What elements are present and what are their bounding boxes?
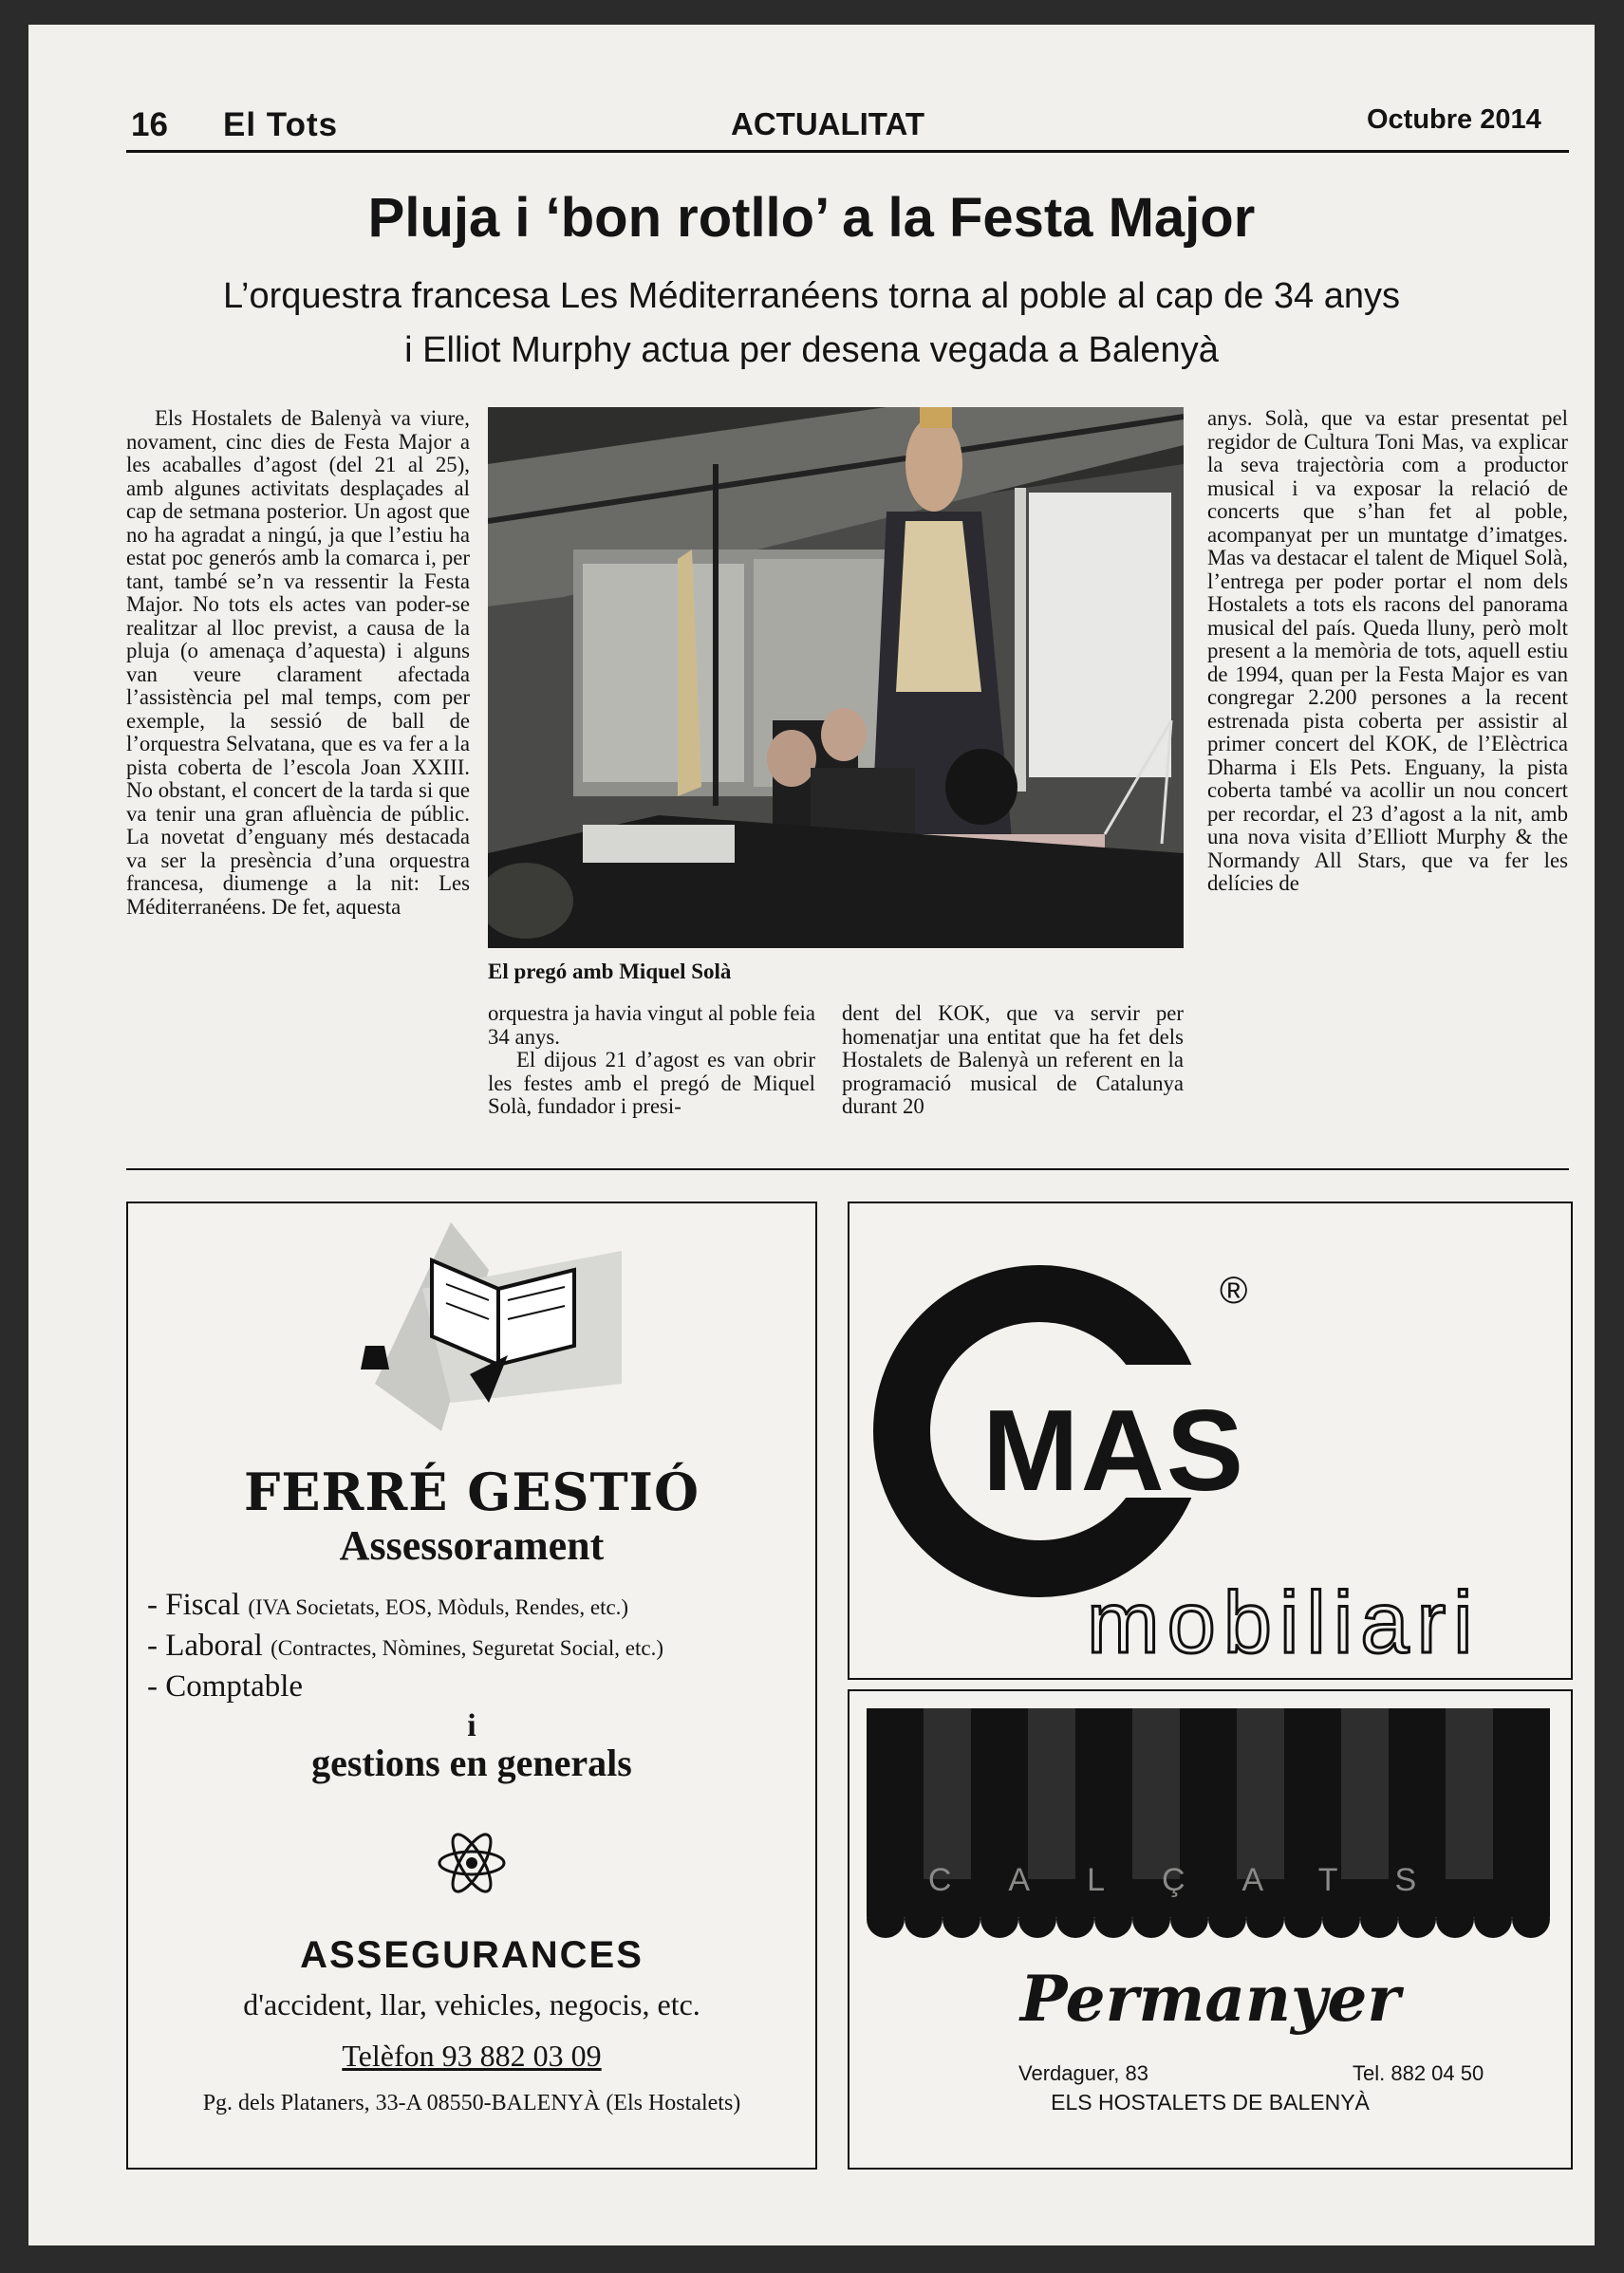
paragraph: anys. Solà, que va estar presentat pel regidor de Cultura Toni Mas, va explicar la seva trajectòria com a productor musical i va exposar la relació de concerts que s’han fet al poble, acompanyat per un muntatge d’imatges. Mas va destacar el talent de Miquel Solà, l’entrega per poder portar el nom dels Hostalets a tots els racons del panorama musical del país. Queda lluny, però molt present a la memòria de tots, aquell estiu de 1994, quan per la Festa Major es van congregar 2.200 persones a la recent estrenada pista coberta per assistir al primer concert del KOK, de l’Elèctrica Dharma i Els Pets. Enguany, la pista coberta també va acollir un nou concert per recordar, el 23 d’agost a la nit, amb una nova visita d’Elliott Murphy & the Normandy All Stars, que va fer les delícies de — [1207, 406, 1568, 895]
article-subhead-line1: L’orquestra francesa Les Méditerranéens torna al poble al cap de 34 anys — [222, 276, 1400, 316]
ferre-subtitle: Assessorament — [339, 1522, 605, 1569]
ferre-conjunction: i — [467, 1708, 476, 1743]
permanyer-name: Permanyer — [1019, 1962, 1401, 2036]
article-column-3 — [842, 1002, 1184, 1119]
ferre-address: Pg. dels Plataners, 33-A 08550-BALENYÀ (Els Hostalets) — [202, 2091, 741, 2115]
paragraph: orquestra ja havia vingut al poble feia 34 anys. — [488, 1001, 815, 1049]
ferre-phone: Telèfon 93 882 03 09 — [342, 2039, 602, 2073]
atom-icon — [434, 1820, 510, 1906]
publication-name: El Tots — [223, 106, 339, 143]
service-laboral: - Laboral (Contractes, Nòmines, Seguretat Social, etc.) — [147, 1629, 663, 1663]
article-subhead-line2: i Elliot Murphy actua per desena vegada a Balenyà — [404, 330, 1219, 370]
paragraph: El dijous 21 d’agost es van obrir les festes amb el pregó de Miquel Solà, fundador i presi- — [488, 1048, 815, 1118]
newspaper-page — [28, 25, 1595, 2245]
section-rule — [126, 1168, 1569, 1170]
service-comptable: - Comptable — [147, 1669, 304, 1704]
mas-mobiliari-ad — [848, 1202, 1573, 1680]
article-headline: Pluja i ‘bon rotllo’ a la Festa Major — [367, 187, 1256, 249]
article-column-1 — [126, 407, 470, 919]
mas-brand: MAS — [982, 1386, 1246, 1515]
issue-date: Octubre 2014 — [1367, 104, 1541, 135]
ferre-gestions: gestions en generals — [311, 1742, 632, 1784]
page-number: 16 — [131, 106, 168, 143]
book-logo-icon — [337, 1213, 622, 1431]
article-column-2 — [488, 1002, 815, 1119]
section-title: ACTUALITAT — [731, 106, 925, 141]
paragraph: dent del KOK, que va servir per homenatjar una entitat que ha fet dels Hostalets de Balenyà un referent en la programació musical de Catalunya durant 20 — [842, 1001, 1184, 1118]
insurance-title: ASSEGURANCES — [300, 1934, 644, 1976]
insurance-description: d'accident, llar, vehicles, negocis, etc. — [243, 1987, 700, 2021]
calcats-town: ELS HOSTALETS DE BALENYÀ — [1051, 2090, 1370, 2115]
calcats-permanyer-ad — [848, 1689, 1573, 2170]
ferre-gestio-ad — [126, 1202, 817, 2170]
article-photo — [488, 407, 1184, 948]
calcats-phone: Tel. 882 04 50 — [1353, 2061, 1484, 2085]
header-rule — [126, 150, 1569, 153]
mas-tagline: mobiliari — [1087, 1574, 1481, 1671]
photo-caption: El pregó amb Miquel Solà — [488, 960, 732, 983]
awning-graphic — [867, 1708, 1550, 1946]
article-column-4 — [1207, 407, 1568, 896]
ferre-title: FERRÉ GESTIÓ — [244, 1462, 700, 1522]
service-fiscal: - Fiscal (IVA Societats, EOS, Mòduls, Rendes, etc.) — [147, 1588, 629, 1622]
paragraph: Els Hostalets de Balenyà va viure, novament, cinc dies de Festa Major a les acaballes d’agost (del 21 al 25), amb algunes activitats desplaçades al cap de setmana posterior. Un agost que no ha agradat a ningú, ja que l’estiu ha estat poc generós amb la comarca i, per tant, també se’n va ressentir la Festa Major. No tots els actes van poder-se realitzar al lloc previst, a causa de la pluja (o amenaça d’aquesta) i alguns van veure clarament afectada l’assistència pel mal temps, com per exemple, la sessió de ball de l’orquestra Selvatana, que es va fer a la pista coberta de l’escola Joan XXIII. No obstant, el concert de la tarda si que va tenir una gran afluència de públic. La novetat d’enguany més destacada va ser la presència d’una orquestra francesa, diumenge a la nit: Les Méditerranéens. De fet, aquesta — [126, 406, 470, 919]
registered-mark: ® — [1220, 1270, 1248, 1312]
calcats-category: CALÇATS — [927, 1862, 1474, 1898]
calcats-address: Verdaguer, 83 — [1018, 2061, 1149, 2085]
